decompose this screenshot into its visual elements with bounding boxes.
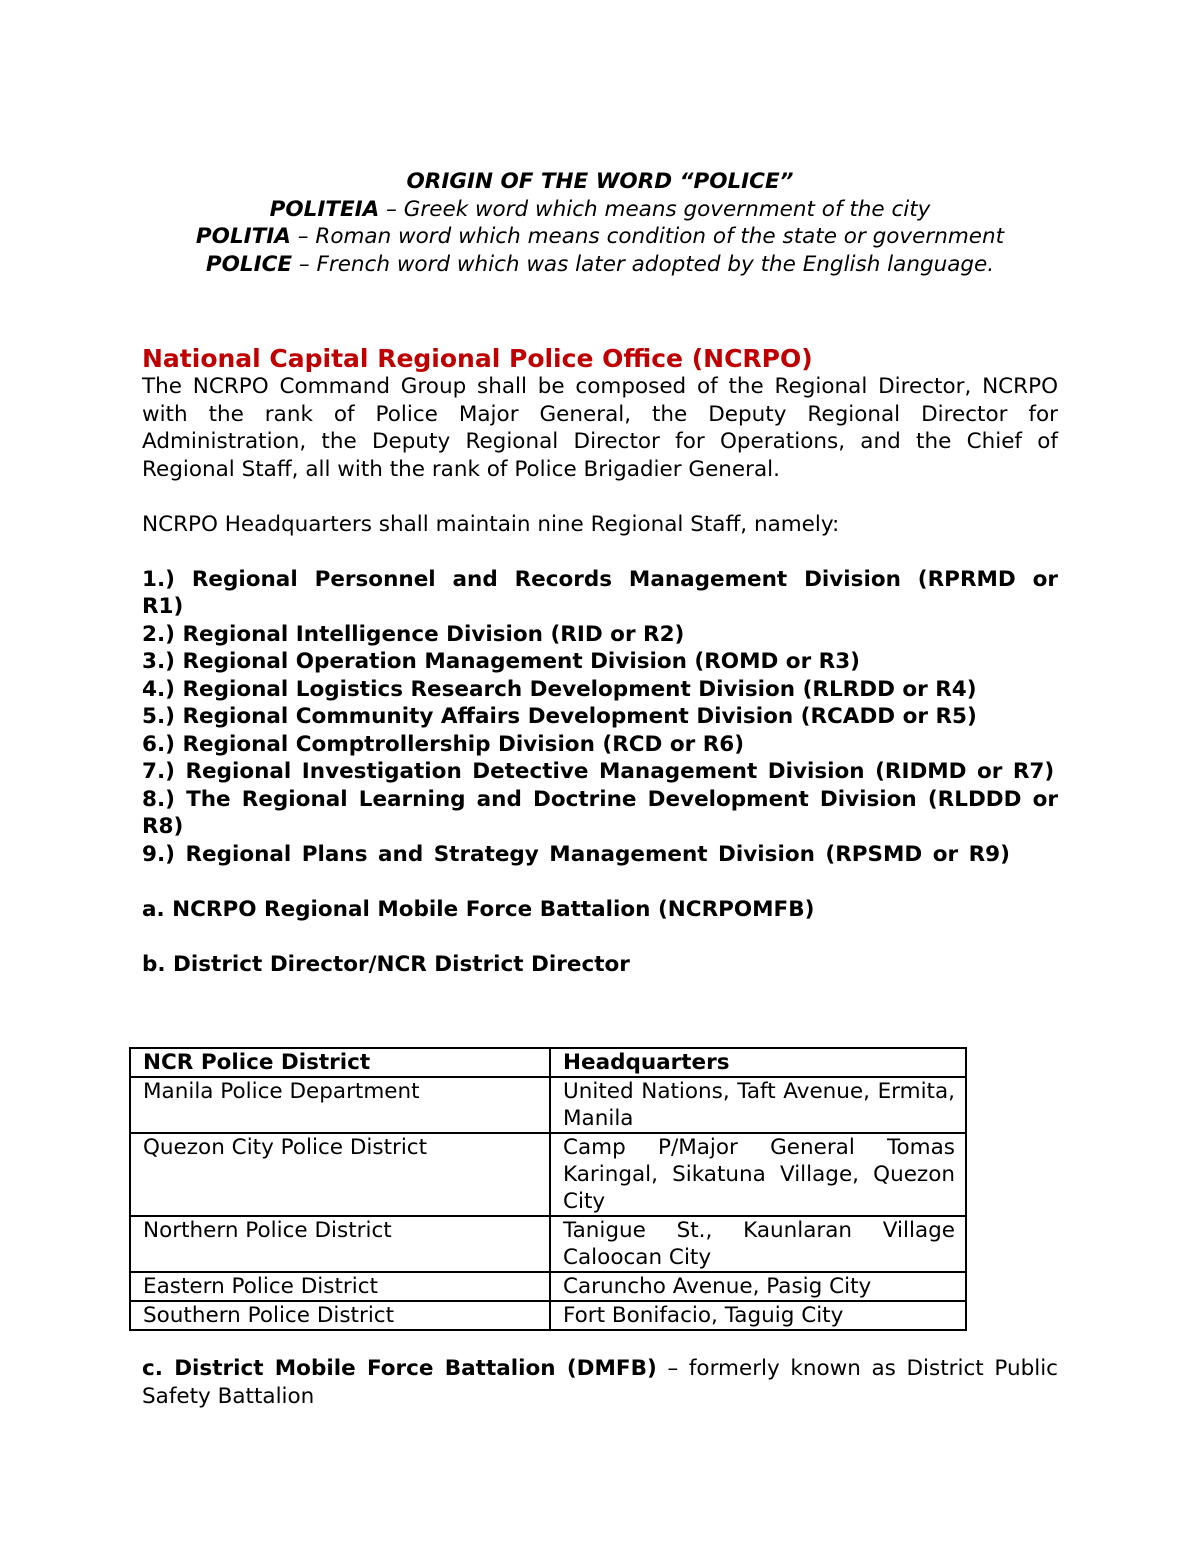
origin-sep: –	[379, 196, 404, 222]
headquarters-cell: Tanigue St., Kaunlaran Village Caloocan City	[550, 1216, 966, 1272]
ncrpo-item-a: a. NCRPO Regional Mobile Force Battalion (NCRPOMFB)	[142, 896, 815, 922]
staff-list-item: 9.) Regional Plans and Strategy Management Division (RPSMD or R9)	[142, 841, 1010, 867]
origin-term: POLITIA	[195, 224, 291, 249]
origin-line-politia	[142, 223, 1058, 251]
origin-line-politeia	[142, 196, 1058, 224]
district-name-cell: Manila Police Department	[130, 1077, 550, 1133]
headquarters-cell: United Nations, Taft Avenue, Ermita, Manila	[550, 1077, 966, 1133]
headquarters-cell: Fort Bonifacio, Taguig City	[550, 1301, 966, 1330]
table-row	[130, 1301, 966, 1330]
origin-term: POLITEIA	[269, 196, 380, 222]
origin-sep: –	[290, 224, 316, 249]
staff-list-item: 6.) Regional Comptrollership Division (RCD or R6)	[142, 731, 745, 757]
districts-table	[129, 1047, 967, 1331]
table-row	[130, 1077, 966, 1133]
table-row	[130, 1272, 966, 1301]
item-c-rest: – formerly known as District Public Safety Battalion	[142, 1356, 1058, 1409]
staff-list-item: 7.) Regional Investigation Detective Management Division (RIDMD or R7)	[142, 759, 1055, 784]
table-header-cell: NCR Police District	[130, 1048, 550, 1077]
origin-sep: –	[292, 251, 317, 277]
headquarters-cell: Caruncho Avenue, Pasig City	[550, 1272, 966, 1301]
origin-desc: Greek word which means government of the city	[403, 196, 931, 222]
staff-list-item: 8.) The Regional Learning and Doctrine Development Division (RLDDD or R8)	[142, 786, 1058, 839]
ncrpo-heading: National Capital Regional Police Office (NCRPO)	[142, 344, 813, 373]
origin-desc: French word which was later adopted by the English language.	[316, 251, 995, 277]
district-name-cell: Eastern Police District	[130, 1272, 550, 1301]
origin-term: POLICE	[205, 251, 293, 277]
item-c-bold: c. District Mobile Force Battalion (DMFB)	[142, 1356, 657, 1381]
headquarters-cell: Camp P/Major General Tomas Karingal, Sikatuna Village, Quezon City	[550, 1133, 966, 1216]
staff-list-item: 4.) Regional Logistics Research Development Division (RLRDD or R4)	[142, 676, 977, 702]
ncrpo-command-group: The NCRPO Command Group shall be composed of the Regional Director, NCRPO with the rank of Police Major General, the Deputy Regional Director for Administration, the Deputy Regional Director for Operations, and the Chief of Regional Staff, all with the rank of Police Brigadier General.	[142, 374, 1058, 482]
ncrpo-item-b: b. District Director/NCR District Director	[142, 951, 630, 977]
document-body	[142, 168, 1058, 978]
staff-list-item: 1.) Regional Personnel and Records Management Division (RPRMD or R1)	[142, 566, 1058, 619]
table-row	[130, 1133, 966, 1216]
staff-list-item: 5.) Regional Community Affairs Development Division (RCADD or R5)	[142, 704, 977, 729]
district-name-cell: Northern Police District	[130, 1216, 550, 1272]
table-row	[130, 1216, 966, 1272]
origin-desc: Roman word which means condition of the state or government	[315, 224, 1005, 249]
table-header-row	[130, 1048, 966, 1077]
origin-title: ORIGIN OF THE WORD “POLICE”	[406, 169, 794, 194]
item-c-paragraph	[142, 1355, 1058, 1410]
ncrpo-staff-intro: NCRPO Headquarters shall maintain nine Regional Staff, namely:	[142, 511, 840, 537]
table-header-cell: Headquarters	[550, 1048, 966, 1077]
staff-list-item: 3.) Regional Operation Management Division (ROMD or R3)	[142, 649, 861, 674]
staff-list-item: 2.) Regional Intelligence Division (RID or R2)	[142, 621, 685, 647]
district-name-cell: Quezon City Police District	[130, 1133, 550, 1216]
district-name-cell: Southern Police District	[130, 1301, 550, 1330]
origin-line-police	[142, 251, 1058, 279]
